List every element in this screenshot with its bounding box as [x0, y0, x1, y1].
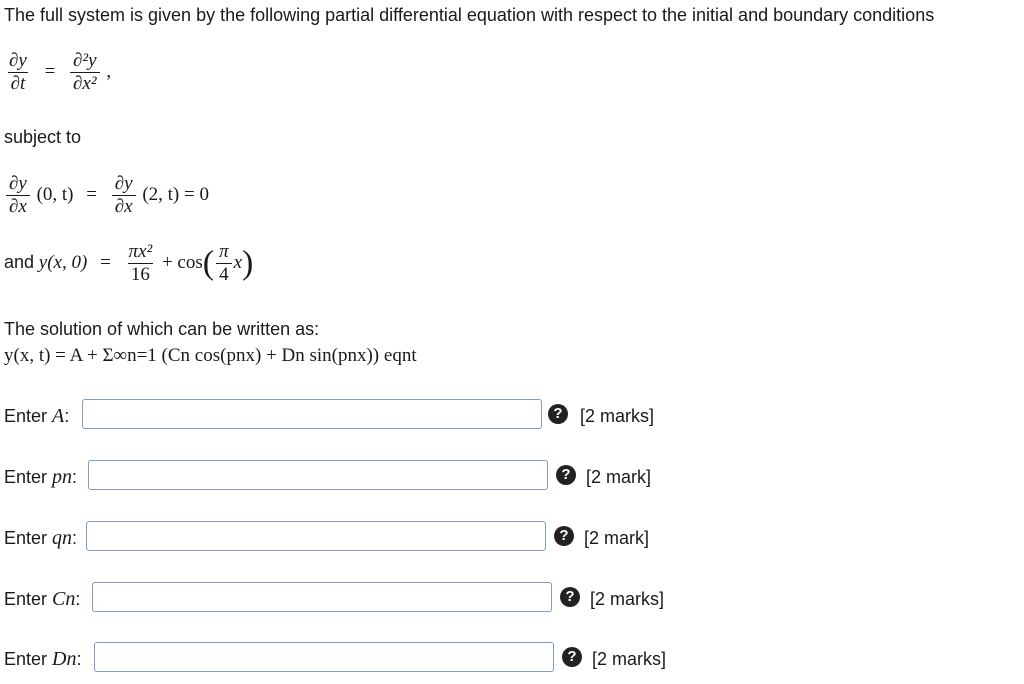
marks-a: [2 marks] [580, 406, 655, 426]
ic-equals: = [100, 251, 111, 273]
enter-dn-label: Enter Dn: [4, 648, 82, 670]
help-icon-a[interactable]: ? [548, 404, 568, 424]
marks-pn: [2 mark] [586, 467, 652, 487]
help-icon-pn[interactable]: ? [556, 465, 576, 485]
pde-rhs-denominator: ∂x² [70, 72, 100, 95]
ic-cos-fraction [216, 241, 232, 286]
enter-a-label: Enter A: [4, 405, 70, 427]
enter-pn-var: pn [52, 466, 73, 488]
solution-text: The solution of which can be written as: [4, 319, 320, 339]
initial-condition [4, 241, 253, 286]
pde-lhs-denominator: ∂t [8, 72, 29, 95]
pde-comma: , [106, 60, 112, 82]
pde-lhs-numerator: ∂y [9, 50, 27, 71]
enter-cn-label-text: Enter [4, 589, 48, 609]
enter-pn-label-text: Enter [4, 467, 48, 487]
marks-qn: [2 mark] [584, 528, 650, 548]
ic-cos-var: x [233, 251, 243, 273]
ic-cos-denominator: 4 [216, 263, 232, 286]
bc-numerator-2: ∂y [114, 173, 133, 194]
ic-lhs: y(x, 0) [38, 251, 88, 273]
enter-cn-input[interactable] [92, 582, 552, 612]
enter-qn-var: qn [52, 527, 73, 549]
pde-lhs-fraction [6, 50, 30, 95]
ic-left-paren: ( [202, 244, 215, 282]
marks-cn: [2 marks] [590, 589, 665, 609]
enter-dn-var: Dn [52, 648, 77, 670]
enter-pn-label: Enter pn: [4, 466, 78, 488]
help-icon-qn[interactable]: ? [554, 526, 574, 546]
subject-to-text: subject to [4, 127, 82, 147]
enter-dn-label-text: Enter [4, 649, 48, 669]
bc-arg-2: (2, t) = 0 [142, 183, 209, 205]
ic-and: and [4, 251, 35, 272]
bc-denominator-2: ∂x [112, 195, 136, 218]
pde-rhs-fraction [70, 50, 100, 95]
ic-cos-numerator: π [219, 241, 229, 262]
enter-a-label-text: Enter [4, 406, 48, 426]
ic-fraction-denominator: 16 [128, 263, 153, 286]
ic-fraction-numerator: πx² [128, 241, 153, 262]
bc-numerator-1: ∂y [9, 173, 27, 194]
help-icon-cn[interactable]: ? [560, 587, 580, 607]
bc-equals: = [86, 183, 97, 205]
enter-cn-label: Enter Cn: [4, 588, 81, 610]
enter-dn-input[interactable] [94, 642, 554, 672]
enter-qn-label: Enter qn: [4, 527, 78, 549]
solution-formula: y(x, t) = A + Σ∞n=1 (Cn cos(pnx) + Dn sin(pnx)) eqnt [4, 345, 417, 366]
enter-cn-var: Cn [52, 588, 76, 610]
pde-equation [4, 50, 111, 95]
bc-fraction-1 [6, 173, 30, 218]
ic-fraction [126, 241, 156, 286]
boundary-condition [4, 173, 209, 218]
enter-a-input[interactable] [82, 399, 542, 429]
intro-text: The full system is given by the following partial differential equation with respect to the initial and boundary conditions [4, 5, 935, 25]
enter-pn-input[interactable] [88, 460, 548, 490]
marks-dn: [2 marks] [592, 649, 667, 669]
enter-qn-input[interactable] [86, 521, 546, 551]
ic-right-paren: ) [242, 244, 254, 282]
enter-qn-label-text: Enter [4, 528, 48, 548]
bc-denominator-1: ∂x [6, 195, 30, 218]
help-icon-dn[interactable]: ? [562, 647, 582, 667]
ic-plus-cos: + cos [161, 251, 203, 273]
pde-equals: = [44, 60, 56, 82]
bc-arg-1: (0, t) [36, 183, 74, 205]
pde-rhs-numerator: ∂²y [73, 50, 97, 71]
bc-fraction-2 [112, 173, 136, 218]
enter-a-var: A [52, 405, 65, 427]
